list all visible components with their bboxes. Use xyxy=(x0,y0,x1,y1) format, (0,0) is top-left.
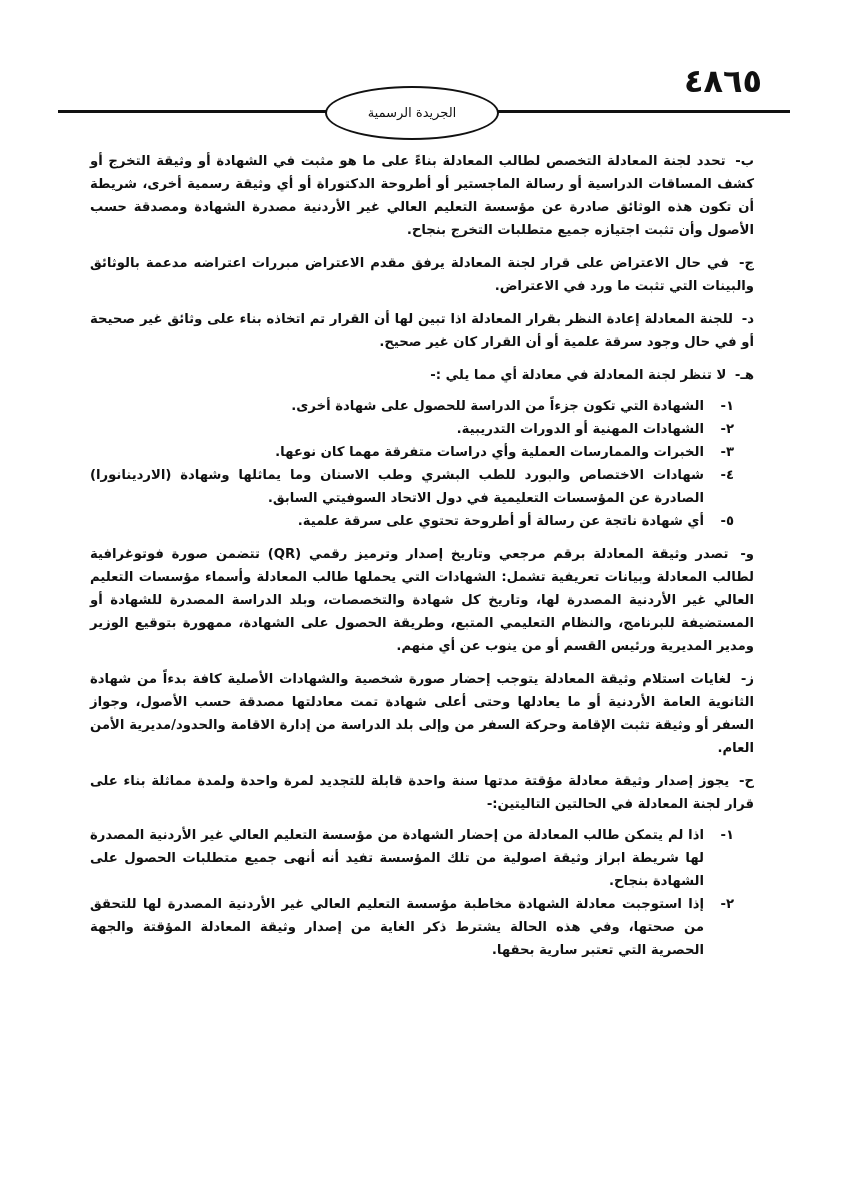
list-item xyxy=(90,824,754,893)
list-item-number: ٢- xyxy=(720,897,734,912)
list-item xyxy=(90,893,754,962)
list-item-number: ٢- xyxy=(720,422,734,437)
exclusions-list xyxy=(90,395,754,533)
paragraph-label: و- xyxy=(740,547,754,562)
paragraph-label: د- xyxy=(741,312,754,327)
list-item-text: الشهادات المهنية أو الدورات التدريبية. xyxy=(456,422,704,437)
gazette-title: الجريدة الرسمية xyxy=(367,105,457,121)
list-item-text: إذا استوجبت معادلة الشهادة مخاطبة مؤسسة التعليم العالي غير الأردنية المصدرة لها للتحقق من صحتها، وفي هذه الحالة يشترط ذكر الغاية من إصدار وثيقة المعادلة المؤقتة والجهة الحصرية التي تعتبر سارية بحقها. xyxy=(90,897,704,958)
list-item xyxy=(90,464,754,510)
list-item-text: اذا لم يتمكن طالب المعادلة من إحضار الشهادة من مؤسسة التعليم العالي غير الأردنية المصدرة لها شريطة ابراز وثيقة اصولية من تلك المؤسسة تفيد أنه أنهى جميع متطلبات الحصول على الشهادة بنجاح. xyxy=(90,828,704,889)
paragraph-text: لا تنظر لجنة المعادلة في معادلة أي مما يلي :- xyxy=(430,368,727,383)
paragraph-j xyxy=(90,252,754,298)
paragraph-text: تحدد لجنة المعادلة التخصص لطالب المعادلة بناءً على ما هو مثبت في الشهادة أو وثيقة التخرج أو كشف المساقات الدراسية أو رسالة الماجستير أو أطروحة الدكتوراة أو أي وثيقة رسمية أخرى، شريطة أن تكون هذه الوثائق صادرة عن مؤسسة التعليم العالي غير الأردنية مصدرة الشهادة ومصدقة حسب الأصول وأن تثبت اجتيازه جميع متطلبات التخرج بنجاح. xyxy=(90,154,754,238)
temporary-cases-list xyxy=(90,824,754,962)
paragraph-label: ح- xyxy=(739,774,755,789)
list-item-text: أي شهادة ناتجة عن رسالة أو أطروحة تحتوي على سرقة علمية. xyxy=(297,514,704,529)
gazette-title-oval xyxy=(325,86,499,140)
paragraph-h xyxy=(90,364,754,387)
paragraph-label: ز- xyxy=(740,672,754,687)
paragraph-label: ب- xyxy=(735,154,754,169)
list-item-number: ٣- xyxy=(720,445,734,460)
document-body xyxy=(90,150,754,972)
paragraph-text: لغايات استلام وثيقة المعادلة يتوجب إحضار صورة شخصية والشهادات الأصلية كافة بدءاً من شهادة الثانوية العامة الأردنية أو ما يعادلها وحتى أعلى شهادة تمت معادلتها مصدقة حسب الأصول، وجواز السفر أو وثيقة تثبت الإقامة وحركة السفر من وإلى بلد الدراسة من إدارة الاقامة والحدود/مديرية الأمن العام. xyxy=(90,672,754,756)
page-number: ٤٨٦٥ xyxy=(683,62,763,100)
list-item xyxy=(90,418,754,441)
list-item xyxy=(90,395,754,418)
list-item xyxy=(90,441,754,464)
paragraph-text: للجنة المعادلة إعادة النظر بقرار المعادلة اذا تبين لها أن القرار تم اتخاذه بناء على وثائق غير صحيحة أو في حال وجود سرقة علمية أو أن القرار كان غير صحيح. xyxy=(90,312,754,350)
list-item-number: ١- xyxy=(720,399,734,414)
paragraph-hh xyxy=(90,770,754,816)
paragraph-label: هـ- xyxy=(734,368,754,383)
paragraph-d xyxy=(90,308,754,354)
list-item-text: شهادات الاختصاص والبورد للطب البشري وطب الاسنان وما يماثلها وشهادة (الاردينانورا) الصادرة عن المؤسسات التعليمية في دول الاتحاد السوفيتي السابق. xyxy=(90,468,704,506)
paragraph-text: يجوز إصدار وثيقة معادلة مؤقتة مدتها سنة واحدة قابلة للتجديد لمرة واحدة ولمدة مماثلة بناء على قرار لجنة المعادلة في الحالتين التاليتين:- xyxy=(90,774,754,812)
list-item-number: ١- xyxy=(720,828,734,843)
list-item-text: الشهادة التي تكون جزءاً من الدراسة للحصول على شهادة أخرى. xyxy=(291,399,704,414)
paragraph-z xyxy=(90,668,754,760)
list-item-number: ٥- xyxy=(720,514,734,529)
list-item xyxy=(90,510,754,533)
list-item-number: ٤- xyxy=(720,468,734,483)
paragraph-text: في حال الاعتراض على قرار لجنة المعادلة يرفق مقدم الاعتراض مبررات اعتراضه مدعمة بالوثائق والبينات التي تثبت ما ورد في الاعتراض. xyxy=(90,256,754,294)
paragraph-b xyxy=(90,150,754,242)
list-item-text: الخبرات والممارسات العملية وأي دراسات متفرقة مهما كان نوعها. xyxy=(275,445,704,460)
paragraph-label: ج- xyxy=(739,256,754,271)
paragraph-w xyxy=(90,543,754,658)
paragraph-text: تصدر وثيقة المعادلة برقم مرجعي وتاريخ إصدار وترميز رقمي (QR) تتضمن صورة فوتوغرافية لطالب المعادلة وبيانات تعريفية تشمل: الشهادات التي يحملها طالب المعادلة وأسماء مؤسسات التعليم العالي غير الأردنية المصدرة لها، وتاريخ كل شهادة والتخصصات، وبلد الدراسة المصدرة للشهادة أو المستضيفة للبرنامج، والنظام التعليمي المتبع، وطريقة الحصول على الشهادة، ممهورة بتوقيع الوزير ومدير المديرية ورئيس القسم أو من ينوب عن أي منهم. xyxy=(90,547,754,654)
